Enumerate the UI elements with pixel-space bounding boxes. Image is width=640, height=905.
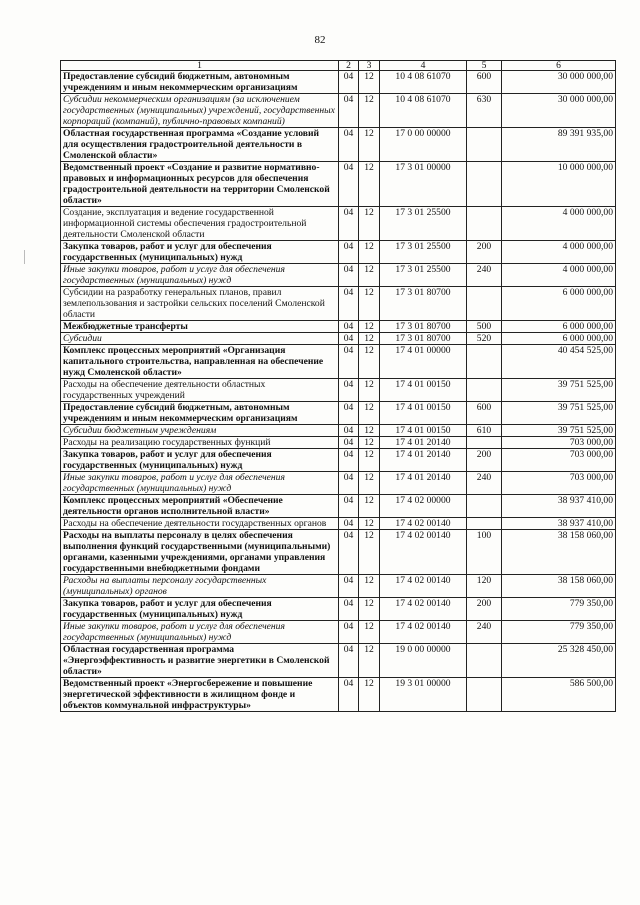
row-expense-type-cell: 200 — [467, 598, 502, 621]
row-amount-cell: 6 000 000,00 — [502, 321, 616, 333]
table-row — [61, 379, 616, 402]
row-subsection-cell: 12 — [359, 437, 380, 449]
row-section-cell: 04 — [339, 128, 359, 162]
row-subsection-cell: 12 — [359, 449, 380, 472]
row-target-code-cell: 17 3 01 25500 — [380, 264, 467, 287]
row-subsection-cell: 12 — [359, 128, 380, 162]
row-target-code-cell: 17 3 01 25500 — [380, 207, 467, 241]
row-target-code-cell: 10 4 08 61070 — [380, 94, 467, 128]
row-expense-type-cell: 500 — [467, 321, 502, 333]
table-row — [61, 128, 616, 162]
row-subsection-cell: 12 — [359, 598, 380, 621]
row-expense-type-cell: 610 — [467, 425, 502, 437]
header-col-3: 3 — [359, 61, 380, 71]
row-expense-type-cell: 200 — [467, 241, 502, 264]
row-name-cell: Закупка товаров, работ и услуг для обеспечения государственных (муниципальных) нужд — [61, 598, 339, 621]
table-row — [61, 530, 616, 575]
row-name-cell: Закупка товаров, работ и услуг для обеспечения государственных (муниципальных) нужд — [61, 449, 339, 472]
row-expense-type-cell — [467, 644, 502, 678]
row-amount-cell: 39 751 525,00 — [502, 379, 616, 402]
table-row — [61, 495, 616, 518]
table-row — [61, 71, 616, 94]
row-name-cell: Закупка товаров, работ и услуг для обеспечения государственных (муниципальных) нужд — [61, 241, 339, 264]
table-row — [61, 437, 616, 449]
row-amount-cell: 6 000 000,00 — [502, 287, 616, 321]
row-section-cell: 04 — [339, 162, 359, 207]
row-subsection-cell: 12 — [359, 575, 380, 598]
row-section-cell: 04 — [339, 345, 359, 379]
table-row — [61, 449, 616, 472]
row-expense-type-cell: 600 — [467, 71, 502, 94]
row-expense-type-cell: 630 — [467, 94, 502, 128]
row-expense-type-cell — [467, 437, 502, 449]
row-expense-type-cell: 520 — [467, 333, 502, 345]
row-section-cell: 04 — [339, 575, 359, 598]
row-target-code-cell: 17 4 01 20140 — [380, 472, 467, 495]
row-amount-cell: 89 391 935,00 — [502, 128, 616, 162]
row-target-code-cell: 17 4 02 00000 — [380, 495, 467, 518]
header-col-6: 6 — [502, 61, 616, 71]
row-name-cell: Расходы на выплаты персоналу государственных (муниципальных) органов — [61, 575, 339, 598]
row-target-code-cell: 17 3 01 00000 — [380, 162, 467, 207]
row-section-cell: 04 — [339, 425, 359, 437]
table-row — [61, 287, 616, 321]
row-amount-cell: 39 751 525,00 — [502, 425, 616, 437]
header-row — [61, 61, 616, 71]
row-subsection-cell: 12 — [359, 530, 380, 575]
row-subsection-cell: 12 — [359, 472, 380, 495]
row-expense-type-cell: 240 — [467, 621, 502, 644]
row-section-cell: 04 — [339, 71, 359, 94]
row-name-cell: Расходы на обеспечение деятельности государственных органов — [61, 518, 339, 530]
row-amount-cell: 38 158 060,00 — [502, 575, 616, 598]
row-amount-cell: 4 000 000,00 — [502, 264, 616, 287]
row-section-cell: 04 — [339, 678, 359, 712]
row-expense-type-cell: 240 — [467, 472, 502, 495]
row-name-cell: Предоставление субсидий бюджетным, автономным учреждениям и иным некоммерческим организациям — [61, 71, 339, 94]
row-name-cell: Создание, эксплуатация и ведение государственной информационной системы обеспечения градостроительной деятельности Смоленской области — [61, 207, 339, 241]
row-target-code-cell: 17 4 02 00140 — [380, 621, 467, 644]
margin-mark — [24, 250, 25, 264]
table-row — [61, 345, 616, 379]
row-expense-type-cell — [467, 287, 502, 321]
row-target-code-cell: 17 4 01 20140 — [380, 437, 467, 449]
row-subsection-cell: 12 — [359, 644, 380, 678]
row-subsection-cell: 12 — [359, 495, 380, 518]
row-section-cell: 04 — [339, 530, 359, 575]
row-amount-cell: 30 000 000,00 — [502, 94, 616, 128]
row-subsection-cell: 12 — [359, 402, 380, 425]
row-expense-type-cell: 600 — [467, 402, 502, 425]
row-target-code-cell: 17 4 02 00140 — [380, 518, 467, 530]
row-name-cell: Субсидии — [61, 333, 339, 345]
row-amount-cell: 703 000,00 — [502, 449, 616, 472]
row-amount-cell: 40 454 525,00 — [502, 345, 616, 379]
row-name-cell: Комплекс процессных мероприятий «Организация капитального строительства, направленная на обеспечение нужд Смоленской области» — [61, 345, 339, 379]
table-row — [61, 162, 616, 207]
table-row — [61, 518, 616, 530]
table-row — [61, 402, 616, 425]
row-name-cell: Межбюджетные трансферты — [61, 321, 339, 333]
row-subsection-cell: 12 — [359, 518, 380, 530]
row-section-cell: 04 — [339, 518, 359, 530]
row-target-code-cell: 17 3 01 80700 — [380, 333, 467, 345]
row-section-cell: 04 — [339, 644, 359, 678]
row-target-code-cell: 17 4 01 00000 — [380, 345, 467, 379]
row-expense-type-cell — [467, 207, 502, 241]
row-amount-cell: 30 000 000,00 — [502, 71, 616, 94]
row-amount-cell: 586 500,00 — [502, 678, 616, 712]
row-expense-type-cell: 100 — [467, 530, 502, 575]
row-subsection-cell: 12 — [359, 379, 380, 402]
row-target-code-cell: 17 3 01 80700 — [380, 321, 467, 333]
row-name-cell: Иные закупки товаров, работ и услуг для обеспечения государственных (муниципальных) нужд — [61, 621, 339, 644]
row-target-code-cell: 17 4 01 00150 — [380, 402, 467, 425]
row-target-code-cell: 17 4 01 00150 — [380, 379, 467, 402]
row-expense-type-cell — [467, 495, 502, 518]
row-name-cell: Областная государственная программа «Создание условий для осуществления градостроительной деятельности в Смоленской области» — [61, 128, 339, 162]
row-section-cell: 04 — [339, 287, 359, 321]
header-col-1: 1 — [61, 61, 339, 71]
row-amount-cell: 779 350,00 — [502, 598, 616, 621]
row-subsection-cell: 12 — [359, 345, 380, 379]
row-name-cell: Иные закупки товаров, работ и услуг для обеспечения государственных (муниципальных) нужд — [61, 472, 339, 495]
row-target-code-cell: 19 0 00 00000 — [380, 644, 467, 678]
row-amount-cell: 38 937 410,00 — [502, 518, 616, 530]
row-section-cell: 04 — [339, 598, 359, 621]
row-amount-cell: 6 000 000,00 — [502, 333, 616, 345]
row-name-cell: Иные закупки товаров, работ и услуг для обеспечения государственных (муниципальных) нужд — [61, 264, 339, 287]
row-section-cell: 04 — [339, 94, 359, 128]
row-amount-cell: 4 000 000,00 — [502, 207, 616, 241]
table-row — [61, 333, 616, 345]
table-row — [61, 575, 616, 598]
row-name-cell: Ведомственный проект «Создание и развитие нормативно-правовых и информационных ресурсов для обеспечения градостроительной деятельности на территории Смоленской области» — [61, 162, 339, 207]
row-subsection-cell: 12 — [359, 287, 380, 321]
row-section-cell: 04 — [339, 437, 359, 449]
row-name-cell: Предоставление субсидий бюджетным, автономным учреждениям и иным некоммерческим организациям — [61, 402, 339, 425]
row-expense-type-cell: 120 — [467, 575, 502, 598]
row-section-cell: 04 — [339, 621, 359, 644]
row-target-code-cell: 17 3 01 80700 — [380, 287, 467, 321]
row-subsection-cell: 12 — [359, 678, 380, 712]
row-name-cell: Областная государственная программа «Энергоэффективность и развитие энергетики в Смоленской области» — [61, 644, 339, 678]
row-section-cell: 04 — [339, 321, 359, 333]
row-section-cell: 04 — [339, 495, 359, 518]
table-row — [61, 264, 616, 287]
row-target-code-cell: 10 4 08 61070 — [380, 71, 467, 94]
row-amount-cell: 10 000 000,00 — [502, 162, 616, 207]
row-section-cell: 04 — [339, 472, 359, 495]
row-subsection-cell: 12 — [359, 321, 380, 333]
row-target-code-cell: 17 4 01 20140 — [380, 449, 467, 472]
header-col-5: 5 — [467, 61, 502, 71]
row-amount-cell: 25 328 450,00 — [502, 644, 616, 678]
row-target-code-cell: 17 4 01 00150 — [380, 425, 467, 437]
budget-table — [60, 60, 616, 712]
row-target-code-cell: 17 3 01 25500 — [380, 241, 467, 264]
row-expense-type-cell: 240 — [467, 264, 502, 287]
row-subsection-cell: 12 — [359, 94, 380, 128]
row-target-code-cell: 19 3 01 00000 — [380, 678, 467, 712]
table-body — [61, 71, 616, 712]
row-expense-type-cell — [467, 678, 502, 712]
row-target-code-cell: 17 4 02 00140 — [380, 575, 467, 598]
row-section-cell: 04 — [339, 449, 359, 472]
header-col-4: 4 — [380, 61, 467, 71]
row-subsection-cell: 12 — [359, 425, 380, 437]
row-name-cell: Расходы на обеспечение деятельности областных государственных учреждений — [61, 379, 339, 402]
table-row — [61, 472, 616, 495]
row-name-cell: Расходы на выплаты персоналу в целях обеспечения выполнения функций государственными (муниципальными) органами, казенными учреждениями, органами управления государственными внебюджетными фондами — [61, 530, 339, 575]
row-section-cell: 04 — [339, 207, 359, 241]
table-row — [61, 425, 616, 437]
row-target-code-cell: 17 4 02 00140 — [380, 598, 467, 621]
row-name-cell: Ведомственный проект «Энергосбережение и повышение энергетической эффективности в жилищном фонде и объектов коммунальной инфраструктуры» — [61, 678, 339, 712]
row-amount-cell: 38 937 410,00 — [502, 495, 616, 518]
row-subsection-cell: 12 — [359, 264, 380, 287]
row-expense-type-cell — [467, 345, 502, 379]
page-number: 82 — [314, 34, 326, 46]
row-name-cell: Субсидии некоммерческим организациям (за исключением государственных (муниципальных) учреждений, государственных корпораций (компаний), публично-правовых компаний) — [61, 94, 339, 128]
table-row — [61, 621, 616, 644]
row-subsection-cell: 12 — [359, 162, 380, 207]
row-amount-cell: 38 158 060,00 — [502, 530, 616, 575]
row-amount-cell: 703 000,00 — [502, 472, 616, 495]
row-section-cell: 04 — [339, 241, 359, 264]
table-row — [61, 94, 616, 128]
table-row — [61, 678, 616, 712]
row-expense-type-cell — [467, 162, 502, 207]
row-amount-cell: 39 751 525,00 — [502, 402, 616, 425]
header-col-2: 2 — [339, 61, 359, 71]
row-name-cell: Субсидии на разработку генеральных планов, правил землепользования и застройки сельских поселений Смоленской области — [61, 287, 339, 321]
row-subsection-cell: 12 — [359, 333, 380, 345]
row-name-cell: Расходы на реализацию государственных функций — [61, 437, 339, 449]
row-subsection-cell: 12 — [359, 207, 380, 241]
table-row — [61, 207, 616, 241]
row-expense-type-cell — [467, 379, 502, 402]
row-target-code-cell: 17 4 02 00140 — [380, 530, 467, 575]
row-subsection-cell: 12 — [359, 621, 380, 644]
row-expense-type-cell — [467, 518, 502, 530]
row-expense-type-cell: 200 — [467, 449, 502, 472]
row-amount-cell: 703 000,00 — [502, 437, 616, 449]
row-section-cell: 04 — [339, 264, 359, 287]
row-section-cell: 04 — [339, 402, 359, 425]
row-subsection-cell: 12 — [359, 241, 380, 264]
table-row — [61, 241, 616, 264]
row-name-cell: Субсидии бюджетным учреждениям — [61, 425, 339, 437]
table-row — [61, 644, 616, 678]
row-section-cell: 04 — [339, 379, 359, 402]
row-expense-type-cell — [467, 128, 502, 162]
row-subsection-cell: 12 — [359, 71, 380, 94]
row-section-cell: 04 — [339, 333, 359, 345]
table-row — [61, 598, 616, 621]
table-row — [61, 321, 616, 333]
row-amount-cell: 779 350,00 — [502, 621, 616, 644]
row-amount-cell: 4 000 000,00 — [502, 241, 616, 264]
row-target-code-cell: 17 0 00 00000 — [380, 128, 467, 162]
row-name-cell: Комплекс процессных мероприятий «Обеспечение деятельности органов исполнительной власти» — [61, 495, 339, 518]
